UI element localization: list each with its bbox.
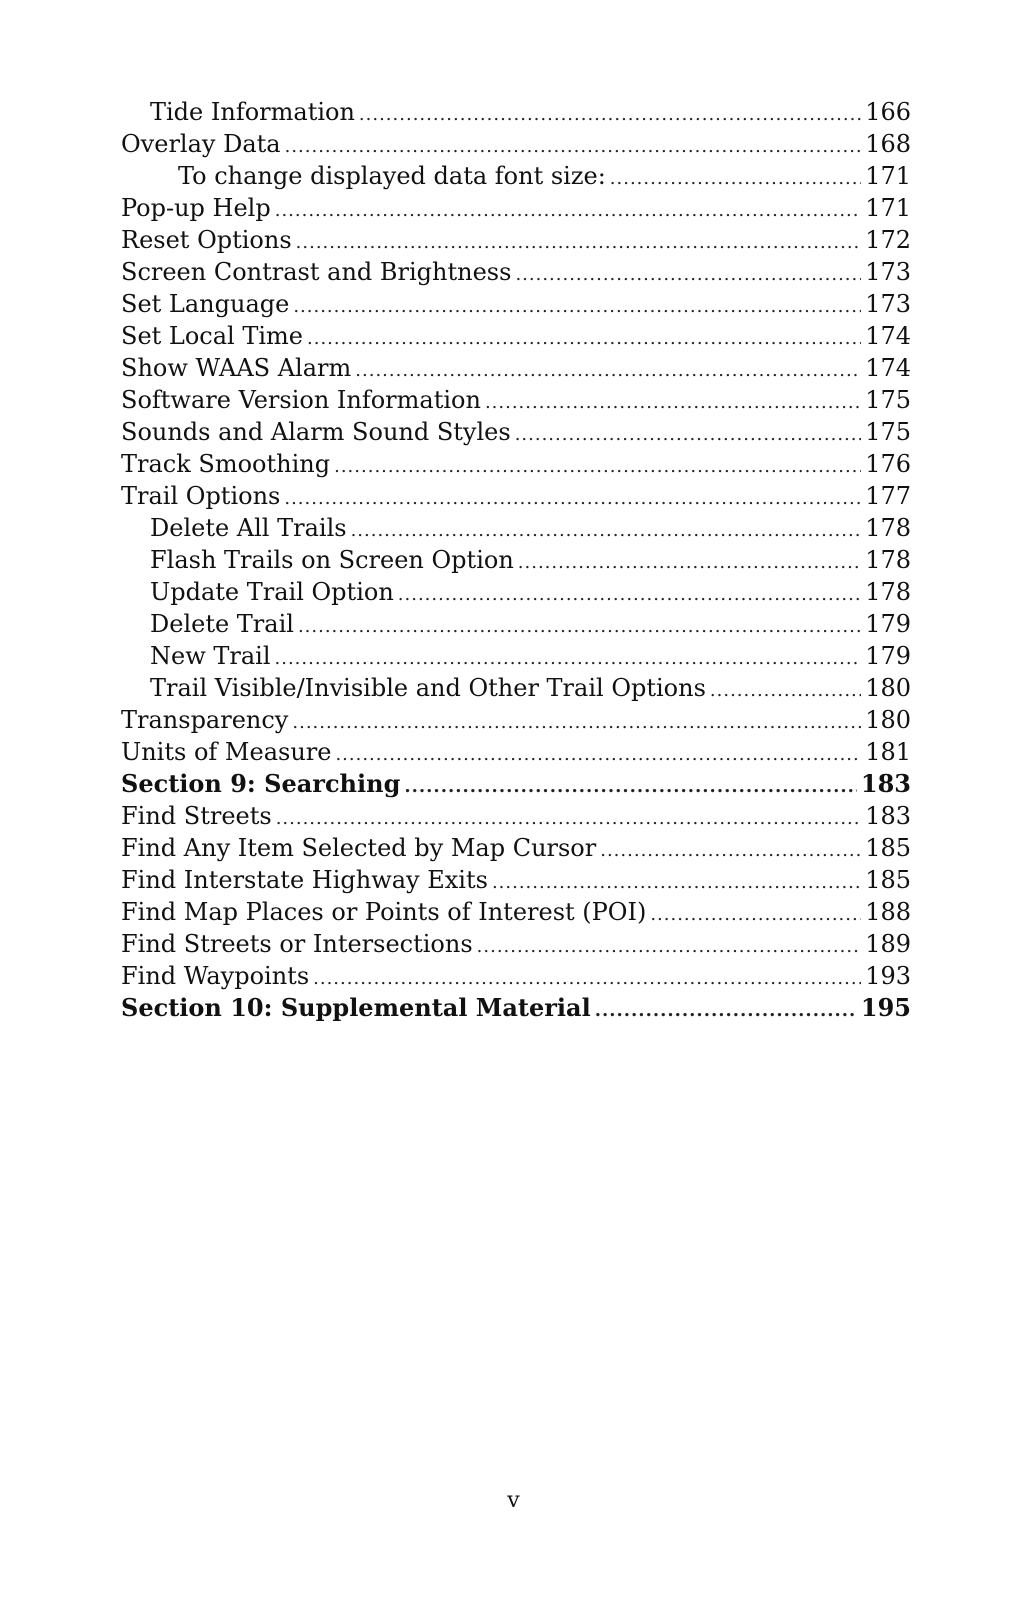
toc-dot-leader <box>515 419 862 451</box>
toc-entry[interactable] <box>121 640 911 672</box>
toc-entry-title: Set Local Time <box>121 322 304 350</box>
toc-entry[interactable] <box>121 320 911 352</box>
toc-entry-page: 166 <box>865 98 911 126</box>
toc-entry-title: Flash Trails on Screen Option <box>150 546 514 574</box>
toc-entry-title: Find Streets <box>121 802 272 830</box>
toc-entry-page: 195 <box>860 993 911 1022</box>
toc-entry-title: Delete Trail <box>150 610 294 638</box>
toc-entry-page: 174 <box>865 322 911 350</box>
toc-entry-title: Delete All Trails <box>150 514 347 542</box>
toc-entry-title: To change displayed data font size: <box>178 162 606 190</box>
toc-entry-page: 178 <box>865 514 911 542</box>
toc-dot-leader <box>600 835 861 867</box>
toc-entry-title: Screen Contrast and Brightness <box>121 258 512 286</box>
toc-entry-page: 183 <box>860 769 911 798</box>
toc-dot-leader <box>485 387 861 419</box>
toc-dot-leader <box>492 867 861 899</box>
toc-entry-title: Trail Options <box>121 482 281 510</box>
toc-entry-page: 180 <box>865 674 911 702</box>
toc-entry[interactable] <box>121 384 911 416</box>
toc-entry[interactable] <box>121 192 911 224</box>
toc-dot-leader <box>298 611 861 643</box>
toc-dot-leader <box>404 771 857 803</box>
toc-entry[interactable] <box>121 736 911 768</box>
toc-entry-title: Find Any Item Selected by Map Cursor <box>121 834 597 862</box>
toc-entry[interactable] <box>121 800 911 832</box>
toc-entry-page: 173 <box>865 290 911 318</box>
toc-entry[interactable] <box>121 96 911 128</box>
toc-entry-title: Find Waypoints <box>121 962 310 990</box>
toc-dot-leader <box>335 739 861 771</box>
toc-dot-leader <box>351 515 862 547</box>
toc-entry[interactable] <box>121 256 911 288</box>
toc-entry[interactable] <box>121 512 911 544</box>
toc-entry[interactable] <box>121 224 911 256</box>
table-of-contents <box>121 96 911 1024</box>
toc-entry-page: 175 <box>865 418 911 446</box>
page-number: v <box>507 1488 520 1513</box>
toc-entry-title: Trail Visible/Invisible and Other Trail Options <box>150 674 706 702</box>
toc-entry[interactable] <box>121 288 911 320</box>
toc-entry[interactable] <box>121 672 911 704</box>
toc-entry[interactable] <box>121 608 911 640</box>
toc-entry-page: 174 <box>865 354 911 382</box>
toc-entry-page: 177 <box>865 482 911 510</box>
toc-entry-title: Reset Options <box>121 226 292 254</box>
toc-dot-leader <box>610 163 861 195</box>
toc-entry-page: 181 <box>865 738 911 766</box>
toc-entry-page: 172 <box>865 226 911 254</box>
toc-entry-page: 185 <box>865 866 911 894</box>
toc-dot-leader <box>307 323 861 355</box>
toc-entry[interactable] <box>121 352 911 384</box>
toc-entry[interactable] <box>121 896 911 928</box>
toc-entry-title: Find Interstate Highway Exits <box>121 866 488 894</box>
toc-entry-page: 173 <box>865 258 911 286</box>
toc-section-entry[interactable] <box>121 768 911 800</box>
toc-entry[interactable] <box>121 928 911 960</box>
toc-dot-leader <box>276 803 861 835</box>
toc-dot-leader <box>296 227 862 259</box>
toc-dot-leader <box>650 899 861 931</box>
toc-dot-leader <box>284 483 861 515</box>
toc-entry[interactable] <box>121 544 911 576</box>
toc-entry-title: Set Language <box>121 290 290 318</box>
toc-entry[interactable] <box>121 864 911 896</box>
toc-dot-leader <box>710 675 861 707</box>
toc-entry-page: 179 <box>865 610 911 638</box>
toc-entry-page: 188 <box>865 898 911 926</box>
toc-entry[interactable] <box>121 576 911 608</box>
toc-entry-title: Tide Information <box>150 98 355 126</box>
toc-entry-page: 189 <box>865 930 911 958</box>
toc-entry-page: 171 <box>865 162 911 190</box>
toc-entry-title: Transparency <box>121 706 289 734</box>
toc-section-entry[interactable] <box>121 992 911 1024</box>
toc-entry-title: Find Map Places or Points of Interest (POI) <box>121 898 647 926</box>
toc-entry-title: Pop-up Help <box>121 194 271 222</box>
toc-entry[interactable] <box>121 704 911 736</box>
toc-dot-leader <box>275 195 861 227</box>
toc-dot-leader <box>285 131 862 163</box>
toc-dot-leader <box>293 291 861 323</box>
toc-entry-title: New Trail <box>150 642 271 670</box>
toc-entry-page: 183 <box>865 802 911 830</box>
toc-entry-page: 175 <box>865 386 911 414</box>
toc-entry[interactable] <box>121 416 911 448</box>
toc-entry-page: 178 <box>865 546 911 574</box>
toc-entry-page: 180 <box>865 706 911 734</box>
toc-entry-title: Section 10: Supplemental Material <box>121 993 591 1022</box>
toc-entry[interactable] <box>121 160 911 192</box>
toc-entry-title: Overlay Data <box>121 130 281 158</box>
toc-dot-leader <box>477 931 862 963</box>
toc-dot-leader <box>313 963 861 995</box>
toc-dot-leader <box>292 707 861 739</box>
toc-entry[interactable] <box>121 832 911 864</box>
toc-dot-leader <box>398 579 861 611</box>
toc-entry[interactable] <box>121 480 911 512</box>
toc-entry-page: 176 <box>865 450 911 478</box>
toc-entry[interactable] <box>121 128 911 160</box>
toc-entry[interactable] <box>121 448 911 480</box>
toc-entry-page: 179 <box>865 642 911 670</box>
toc-entry-page: 168 <box>865 130 911 158</box>
toc-entry[interactable] <box>121 960 911 992</box>
toc-entry-title: Show WAAS Alarm <box>121 354 352 382</box>
toc-entry-page: 185 <box>865 834 911 862</box>
toc-entry-page: 178 <box>865 578 911 606</box>
toc-dot-leader <box>518 547 861 579</box>
toc-entry-title: Sounds and Alarm Sound Styles <box>121 418 511 446</box>
toc-entry-page: 193 <box>865 962 911 990</box>
toc-entry-title: Find Streets or Intersections <box>121 930 473 958</box>
toc-dot-leader <box>275 643 862 675</box>
toc-entry-title: Software Version Information <box>121 386 481 414</box>
toc-entry-title: Track Smoothing <box>121 450 331 478</box>
toc-entry-page: 171 <box>865 194 911 222</box>
toc-dot-leader <box>359 99 861 131</box>
toc-entry-title: Update Trail Option <box>150 578 394 606</box>
toc-entry-title: Units of Measure <box>121 738 332 766</box>
toc-entry-title: Section 9: Searching <box>121 769 401 798</box>
toc-dot-leader <box>355 355 861 387</box>
toc-dot-leader <box>595 995 857 1027</box>
toc-dot-leader <box>515 259 861 291</box>
toc-dot-leader <box>334 451 861 483</box>
